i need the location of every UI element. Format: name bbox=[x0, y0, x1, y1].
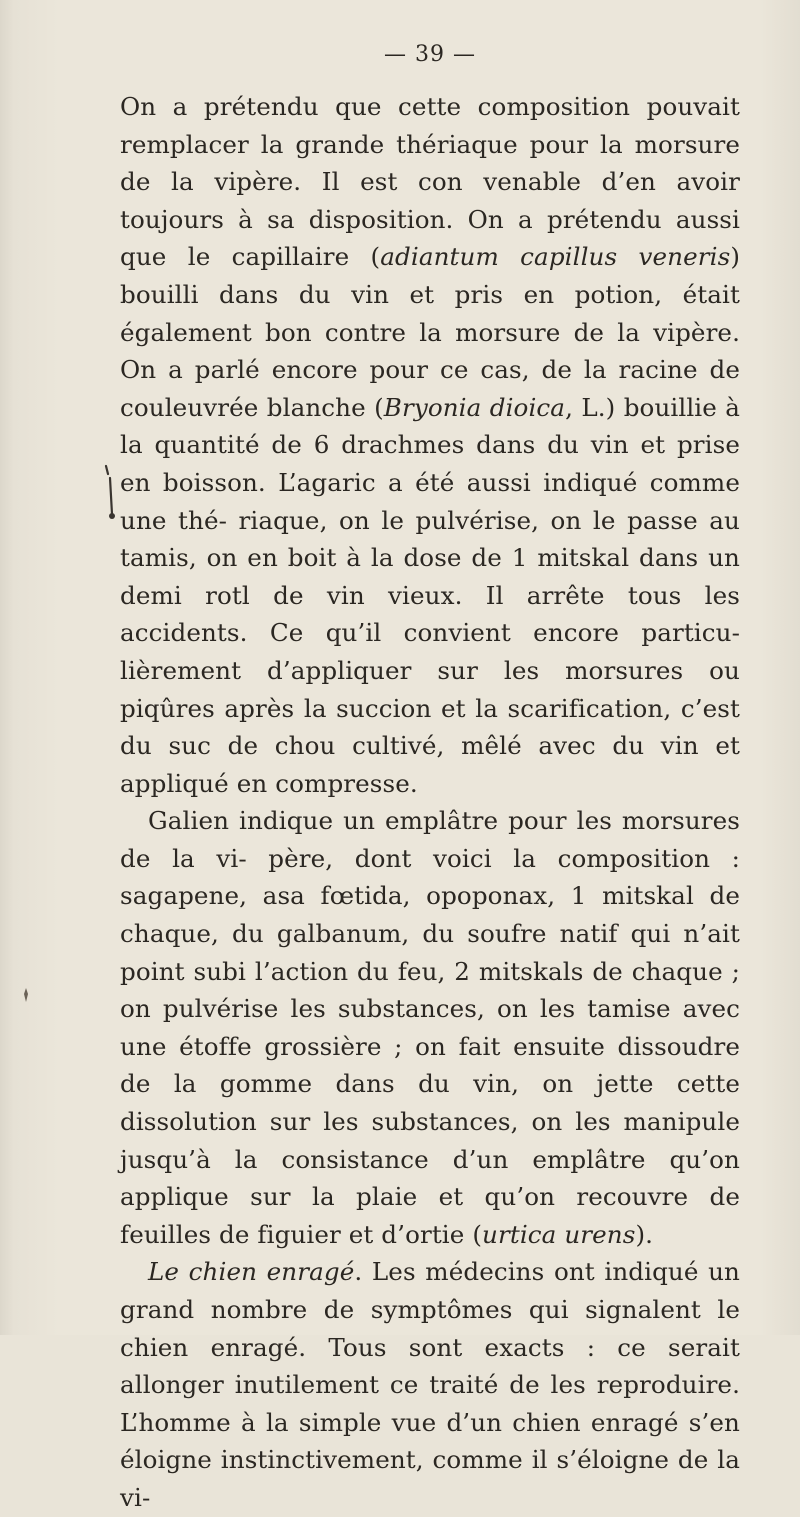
paragraph bbox=[120, 802, 740, 1253]
paragraph bbox=[120, 88, 740, 802]
text-run: ) bouilli dans du vin et pris en potion, était également bon contre la morsure de la vipère. On a parlé encore pour ce cas, de la racine de couleuvrée blanche ( bbox=[120, 242, 741, 422]
italic-text: Bryonia dioica bbox=[383, 392, 566, 422]
italic-text: Le chien enragé bbox=[148, 1257, 355, 1287]
body-text bbox=[120, 88, 740, 1517]
italic-text: adiantum capillus veneris bbox=[380, 242, 731, 272]
paper-speck bbox=[22, 988, 30, 1002]
text-run: ). bbox=[635, 1219, 654, 1249]
italic-text: urtica urens bbox=[482, 1219, 636, 1249]
margin-pencil-mark bbox=[100, 464, 120, 524]
paragraph bbox=[120, 1253, 740, 1516]
text-run: . Les médecins ont indiqué un grand nombre de symptômes qui signalent le chien enragé. Tous sont exacts : ce serait allonger inutilement ce traité de les reproduire. L’homme à la simple vue d’un chien enragé s’en éloigne instinctivement, comme il s’éloigne de la vi- bbox=[120, 1257, 740, 1512]
text-run: On a prétendu que cette composition pouvait remplacer la grande thériaque pour la morsure de la vipère. Il est con venable d’en avoir toujours à sa disposition. On a prétendu aussi que le capillaire ( bbox=[120, 92, 740, 272]
text-run: Galien indique un emplâtre pour les morsures de la vi- père, dont voici la composition : sagapene, asa fœtida, opoponax, 1 mitskal de chaque, du galbanum, du soufre natif qui n’ait point subi l’action du feu, 2 mitskals de chaque ; on pulvérise les substances, on les tamise avec une étoffe grossière ; on fait ensuite dissoudre de la gomme dans du vin, on jette cette dissolution sur les substances, on les manipule jusqu’à la consistance d’un emplâtre qu’on applique sur la plaie et qu’on recouvre de feuilles de figuier et d’ortie ( bbox=[120, 806, 740, 1249]
page-number: — 39 — bbox=[384, 42, 476, 67]
text-run: , L.) bouillie à la quantité de 6 drachmes dans du vin et prise en boisson. L’agaric a été aussi indiqué comme une thé- riaque, on le pulvérise, on le passe au tamis, on en boit à la dose de 1 mitskal dans un demi rotl de vin vieux. Il arrête tous les accidents. Ce qu’il convient encore particu- lièrement d’appliquer sur les morsures ou piqûres après la succion et la scarification, c’est du suc de chou cultivé, mêlé avec du vin et appliqué en compresse. bbox=[120, 392, 741, 798]
